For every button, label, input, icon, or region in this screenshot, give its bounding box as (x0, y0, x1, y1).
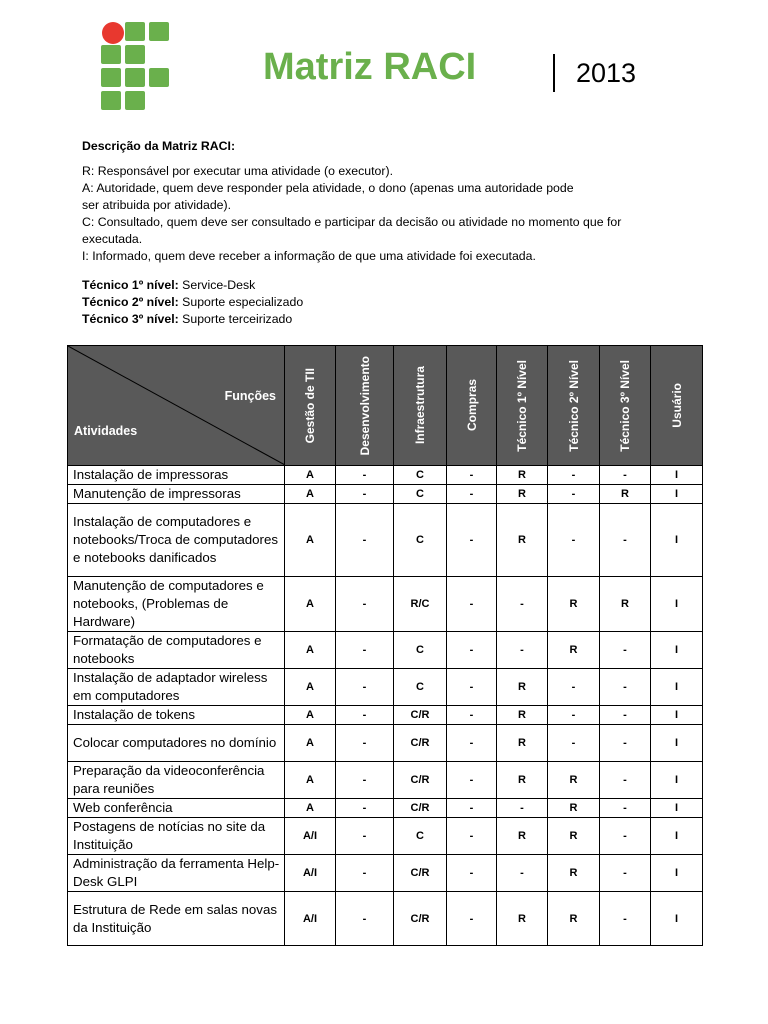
table-row (68, 725, 703, 762)
raci-value-cell: R (600, 485, 651, 504)
raci-value-cell: C (394, 669, 447, 706)
raci-value-cell: - (548, 466, 600, 485)
table-row (68, 577, 703, 632)
table-row (68, 892, 703, 946)
table-row (68, 706, 703, 725)
raci-value-cell: R (600, 577, 651, 632)
desc-c1: C: Consultado, quem deve ser consultado e participar da decisão ou atividade no momento que for (82, 215, 622, 229)
activities-label: Atividades (74, 424, 138, 438)
raci-value-cell: C/R (394, 762, 447, 799)
year-label: 2013 (576, 58, 637, 88)
raci-value-cell: I (651, 485, 703, 504)
raci-value-cell: - (447, 892, 497, 946)
activity-cell: Formatação de computadores e notebooks (68, 632, 285, 669)
raci-value-cell: - (497, 632, 548, 669)
raci-value-cell: - (600, 762, 651, 799)
raci-value-cell: - (600, 818, 651, 855)
activity-cell: Instalação de adaptador wireless em computadores (68, 669, 285, 706)
activity-cell: Preparação da videoconferência para reuniões (68, 762, 285, 799)
column-header-label: Gestão de TII (303, 367, 317, 444)
raci-value-cell: - (600, 855, 651, 892)
raci-value-cell: C/R (394, 855, 447, 892)
raci-value-cell: - (447, 706, 497, 725)
desc-c2: executada. (82, 232, 143, 246)
raci-value-cell: R/C (394, 577, 447, 632)
raci-value-cell: I (651, 818, 703, 855)
page-title: Matriz RACI (263, 46, 477, 88)
raci-value-cell: - (600, 504, 651, 577)
raci-value-cell: A (285, 725, 336, 762)
raci-value-cell: A (285, 762, 336, 799)
activity-cell: Web conferência (68, 799, 285, 818)
raci-value-cell: A/I (285, 892, 336, 946)
raci-value-cell: A/I (285, 818, 336, 855)
raci-value-cell: I (651, 669, 703, 706)
raci-value-cell: R (497, 466, 548, 485)
functions-label: Funções (224, 389, 276, 403)
tecnico-3: Técnico 3º nível: Suporte terceirizado (82, 312, 293, 326)
column-header-label: Infraestrutura (413, 366, 427, 445)
table-row (68, 855, 703, 892)
table-row (68, 485, 703, 504)
raci-value-cell: - (447, 725, 497, 762)
column-header (447, 346, 497, 466)
raci-value-cell: I (651, 577, 703, 632)
column-header (394, 346, 447, 466)
raci-value-cell: R (497, 762, 548, 799)
raci-value-cell: - (600, 706, 651, 725)
raci-value-cell: C/R (394, 706, 447, 725)
table-row (68, 799, 703, 818)
raci-value-cell: - (336, 818, 394, 855)
raci-value-cell: - (336, 799, 394, 818)
column-header (336, 346, 394, 466)
raci-value-cell: - (447, 818, 497, 855)
raci-value-cell: R (497, 504, 548, 577)
raci-value-cell: A (285, 577, 336, 632)
raci-value-cell: - (447, 669, 497, 706)
raci-value-cell: C/R (394, 892, 447, 946)
raci-value-cell: - (447, 577, 497, 632)
raci-value-cell: - (336, 485, 394, 504)
institution-logo (101, 22, 173, 111)
raci-value-cell: - (336, 725, 394, 762)
raci-value-cell: - (336, 762, 394, 799)
raci-value-cell: A (285, 485, 336, 504)
raci-value-cell: - (336, 504, 394, 577)
raci-value-cell: A (285, 799, 336, 818)
column-header (651, 346, 703, 466)
raci-value-cell: I (651, 504, 703, 577)
raci-value-cell: - (447, 504, 497, 577)
activity-cell: Manutenção de impressoras (68, 485, 285, 504)
table-body (68, 466, 703, 946)
raci-value-cell: - (600, 669, 651, 706)
activity-cell: Colocar computadores no domínio (68, 725, 285, 762)
raci-value-cell: - (447, 799, 497, 818)
raci-value-cell: - (600, 632, 651, 669)
raci-value-cell: - (336, 466, 394, 485)
raci-value-cell: C/R (394, 725, 447, 762)
table-row (68, 504, 703, 577)
table-row (68, 818, 703, 855)
raci-value-cell: A (285, 504, 336, 577)
raci-value-cell: - (497, 577, 548, 632)
column-header-label: Desenvolvimento (357, 355, 372, 456)
raci-value-cell: - (600, 466, 651, 485)
raci-value-cell: I (651, 706, 703, 725)
raci-value-cell: - (447, 632, 497, 669)
table-row (68, 466, 703, 485)
raci-value-cell: - (548, 504, 600, 577)
raci-value-cell: - (497, 855, 548, 892)
raci-value-cell: - (600, 892, 651, 946)
table-row (68, 669, 703, 706)
raci-value-cell: - (548, 485, 600, 504)
raci-value-cell: R (548, 855, 600, 892)
raci-value-cell: R (497, 485, 548, 504)
tecnico-1: Técnico 1º nível: Service-Desk (82, 278, 256, 292)
raci-value-cell: - (336, 632, 394, 669)
raci-value-cell: R (497, 706, 548, 725)
raci-value-cell: - (548, 725, 600, 762)
raci-value-cell: I (651, 632, 703, 669)
desc-r: R: Responsável por executar uma atividade (o executor). (82, 164, 393, 178)
description-heading: Descrição da Matriz RACI: (82, 139, 236, 153)
desc-a1: A: Autoridade, quem deve responder pela atividade, o dono (apenas uma autoridade pode (82, 181, 574, 195)
raci-value-cell: I (651, 725, 703, 762)
activity-cell: Instalação de impressoras (68, 466, 285, 485)
raci-value-cell: A/I (285, 855, 336, 892)
column-header-label: Técnico 3º Nível (618, 359, 632, 452)
activity-cell: Instalação de computadores e notebooks/Troca de computadores e notebooks danificados (68, 504, 285, 577)
title-divider (553, 54, 555, 92)
description-block (82, 138, 682, 328)
raci-value-cell: - (336, 892, 394, 946)
raci-value-cell: R (548, 799, 600, 818)
raci-value-cell: R (497, 669, 548, 706)
column-header-label: Técnico 1º Nível (515, 359, 529, 452)
raci-table (67, 345, 703, 946)
column-header (285, 346, 336, 466)
activity-cell: Manutenção de computadores e notebooks, (Problemas de Hardware) (68, 577, 285, 632)
tecnico-2: Técnico 2º nível: Suporte especializado (82, 295, 304, 309)
activity-cell: Postagens de notícias no site da Instituição (68, 818, 285, 855)
raci-value-cell: R (548, 818, 600, 855)
raci-value-cell: - (336, 577, 394, 632)
raci-value-cell: - (600, 725, 651, 762)
column-header-label: Compras (464, 379, 479, 432)
column-header-label: Técnico 2º Nível (566, 359, 581, 452)
raci-value-cell: - (447, 762, 497, 799)
table-header-row (68, 346, 703, 466)
column-header (497, 346, 548, 466)
raci-value-cell: - (497, 799, 548, 818)
raci-value-cell: I (651, 466, 703, 485)
raci-value-cell: R (497, 892, 548, 946)
raci-value-cell: I (651, 799, 703, 818)
table-corner-cell (68, 346, 285, 466)
raci-value-cell: - (548, 669, 600, 706)
raci-value-cell: R (548, 577, 600, 632)
raci-value-cell: I (651, 855, 703, 892)
column-header (548, 346, 600, 466)
raci-value-cell: A (285, 706, 336, 725)
raci-value-cell: I (651, 762, 703, 799)
desc-a2: ser atribuida por atividade). (82, 198, 232, 212)
raci-value-cell: I (651, 892, 703, 946)
raci-value-cell: - (447, 466, 497, 485)
table-row (68, 762, 703, 799)
raci-value-cell: C (394, 504, 447, 577)
activity-cell: Estrutura de Rede em salas novas da Instituição (68, 892, 285, 946)
raci-value-cell: C/R (394, 799, 447, 818)
logo-red-circle (102, 22, 124, 44)
raci-value-cell: R (497, 725, 548, 762)
raci-value-cell: A (285, 669, 336, 706)
raci-value-cell: R (548, 892, 600, 946)
raci-value-cell: - (336, 855, 394, 892)
raci-value-cell: C (394, 632, 447, 669)
raci-value-cell: C (394, 818, 447, 855)
raci-value-cell: - (447, 485, 497, 504)
raci-value-cell: - (447, 855, 497, 892)
raci-value-cell: - (336, 669, 394, 706)
table-row (68, 632, 703, 669)
column-header (600, 346, 651, 466)
activity-cell: Instalação de tokens (68, 706, 285, 725)
raci-value-cell: R (548, 762, 600, 799)
raci-value-cell: R (548, 632, 600, 669)
raci-value-cell: A (285, 632, 336, 669)
raci-value-cell: C (394, 485, 447, 504)
raci-value-cell: - (336, 706, 394, 725)
activity-cell: Administração da ferramenta Help-Desk GLPI (68, 855, 285, 892)
raci-value-cell: - (600, 799, 651, 818)
raci-value-cell: - (548, 706, 600, 725)
column-header-label: Usuário (669, 383, 684, 428)
corner-diagonal (68, 346, 285, 465)
raci-value-cell: R (497, 818, 548, 855)
desc-i: I: Informado, quem deve receber a informação de que uma atividade foi executada. (82, 249, 536, 263)
raci-value-cell: A (285, 466, 336, 485)
raci-value-cell: C (394, 466, 447, 485)
